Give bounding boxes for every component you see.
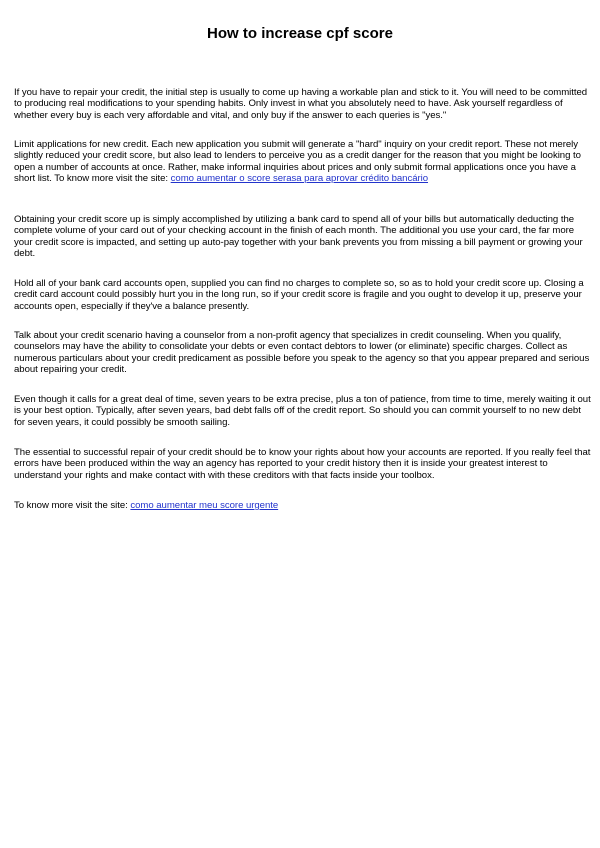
paragraph-6-text: Even though it calls for a great deal of time, seven years to be extra precise, plus a ton of patience, from time to time, merely waiting it out is your best option. Typically, after seven years, bad debt falls off of the credit report. So should you can commit yourself to no new debt for seven years, it could possibly be smooth sailing.: [14, 394, 591, 428]
paragraph-5-text: Talk about your credit scenario having a counselor from a non-profit agency that specializes in credit counseling. When you qualify, counselors may have the ability to consolidate your debts or even contact debtors to lower (or eliminate) specific charges. Collect as numerous particulars about your credit predicament as possible before you speak to the agency so that you appear prepared and serious about repairing your credit.: [14, 330, 590, 375]
paragraph-5: [14, 330, 592, 375]
paragraph-2: [14, 139, 592, 184]
link-serasa-score[interactable]: como aumentar o score serasa para aprovar crédito bancário: [170, 172, 429, 184]
paragraph-4: [14, 278, 592, 312]
paragraph-8: [14, 500, 592, 511]
paragraph-1-text: If you have to repair your credit, the initial step is usually to come up having a workable plan and stick to it. You will need to be committed to producing real modifications to your spending habits. Only invest in what you absolutely need to have. Ask yourself regardless of whether every buy is each very affordable and vital, and only buy if the answer to each queries is "yes.": [14, 87, 588, 121]
paragraph-8-text: To know more visit the site:: [14, 500, 131, 511]
paragraph-7-text: The essential to successful repair of your credit should be to know your rights about how your accounts are reported. If you really feel that errors have been produced within the way an agency has reported to your credit history then it is inside your greatest interest to understand your rights and make contact with with these creditors with that facts inside your toolbox.: [14, 447, 591, 481]
paragraph-3-text: Obtaining your credit score up is simply accomplished by utilizing a bank card to spend all of your bills but automatically deducting the complete volume of your card out of your checking account in the finish of each month. The additional you use your card, the far more your credit score is impacted, and setting up auto-pay together with your bank prevents you from missing a bill payment or growing your debt.: [14, 214, 583, 259]
paragraph-7: [14, 447, 592, 481]
page-title: How to increase cpf score: [207, 25, 393, 42]
link-score-urgente[interactable]: como aumentar meu score urgente: [130, 500, 279, 511]
paragraph-3: [14, 214, 592, 259]
paragraph-2-text: Limit applications for new credit. Each new application you submit will generate a "hard" inquiry on your credit report. These not merely slightly reduced your credit score, but also lead to lenders to perceive you as a credit danger for the reason that you might be looking to open a number of accounts at once. Rather, make informal inquiries about prices and only submit formal applications once you have a short list. To know more visit the site:: [14, 139, 581, 184]
paragraph-1: [14, 87, 592, 121]
paragraph-6: [14, 394, 592, 428]
paragraph-4-text: Hold all of your bank card accounts open, supplied you can find no charges to complete so, so as to hold your credit score up. Closing a credit card account could possibly hurt you in the long run, so if your credit score is fragile and you ought to develop it up, preserve your accounts open, especially if they've a balance presently.: [14, 278, 584, 312]
